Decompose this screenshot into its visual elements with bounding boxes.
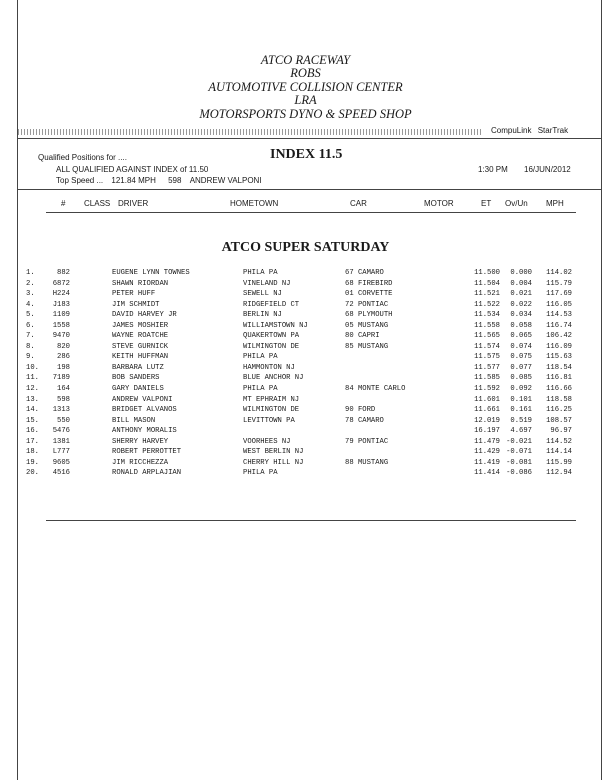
car-model: 78 CAMARO: [345, 416, 384, 425]
table-row: [0, 289, 611, 300]
col-ovun: Ov/Un: [505, 199, 528, 208]
time-date: [478, 165, 571, 174]
report-date: 16/JUN/2012: [524, 165, 571, 174]
speed-mph: 115.79: [546, 279, 572, 288]
vendor-credit: [491, 126, 572, 135]
driver-name: BOB SANDERS: [112, 374, 160, 383]
table-row: [0, 437, 611, 448]
hometown: WILLIAMSTOWN NJ: [243, 321, 308, 330]
hometown: MT EPHRAIM NJ: [243, 395, 300, 404]
hometown: PHILA PA: [243, 269, 278, 277]
over-under: 0.075: [510, 353, 532, 362]
table-row: [0, 426, 611, 437]
driver-name: BILL MASON: [112, 416, 156, 425]
speed-mph: 114.14: [546, 448, 572, 457]
car-number: H224: [52, 290, 70, 299]
car-model: 68 PLYMOUTH: [345, 311, 393, 320]
table-row: [0, 416, 611, 427]
table-row: [0, 310, 611, 321]
over-under: 0.022: [510, 300, 532, 309]
elapsed-time: 11.414: [474, 469, 500, 478]
car-number: 6872: [52, 279, 70, 288]
col-driver: DRIVER: [118, 199, 149, 208]
hometown: WILMINGTON DE: [243, 406, 300, 415]
car-number: 550: [57, 416, 70, 425]
over-under: 0.058: [510, 321, 532, 330]
table-row: [0, 342, 611, 353]
top-speed-label: Top Speed ...: [56, 176, 104, 185]
speed-mph: 117.69: [546, 290, 572, 299]
table-row: [0, 395, 611, 406]
over-under: 0.085: [510, 374, 532, 383]
col-motor: MOTOR: [424, 199, 454, 208]
position: 11.: [26, 374, 39, 383]
position: 8.: [26, 342, 35, 351]
hometown: RIDGEFIELD CT: [243, 300, 300, 309]
driver-name: KEITH HUFFMAN: [112, 353, 169, 362]
speed-mph: 116.09: [546, 342, 572, 351]
driver-name: RONALD ARPLAJIAN: [112, 469, 182, 478]
speed-mph: 114.53: [546, 311, 572, 320]
report-time: 1:30 PM: [478, 165, 508, 174]
speed-mph: 115.99: [546, 458, 572, 467]
rule-results-end: [46, 520, 576, 521]
car-number: 882: [57, 269, 70, 277]
hometown: VINELAND NJ: [243, 279, 291, 288]
table-row: [0, 268, 611, 279]
elapsed-time: 11.565: [474, 332, 500, 341]
speed-mph: 108.57: [546, 416, 572, 425]
table-row: [0, 279, 611, 290]
top-speed-value: 121.84 MPH: [111, 176, 156, 185]
driver-name: PETER HUFF: [112, 290, 156, 299]
position: 19.: [26, 458, 39, 467]
table-row: [0, 384, 611, 395]
header-line-sponsor-2: AUTOMOTIVE COLLISION CENTER: [208, 79, 403, 94]
over-under: 0.000: [510, 269, 532, 277]
car-number: 1381: [52, 437, 70, 446]
table-row: [0, 373, 611, 384]
elapsed-time: 11.574: [474, 342, 500, 351]
car-model: 79 PONTIAC: [345, 437, 389, 446]
header-line-track: ATCO RACEWAY: [260, 53, 351, 67]
over-under: 0.074: [510, 342, 532, 351]
position: 15.: [26, 416, 39, 425]
table-row: [0, 300, 611, 311]
rule-qual-bottom: [18, 189, 601, 190]
over-under: 0.101: [510, 395, 532, 404]
rule-top: [18, 138, 601, 139]
results-table: [0, 268, 611, 479]
col-car: CAR: [350, 199, 367, 208]
hometown: BLUE ANCHOR NJ: [243, 374, 304, 383]
driver-name: JIM SCHMIDT: [112, 300, 160, 309]
elapsed-time: 11.575: [474, 353, 500, 362]
car-model: 67 CAMARO: [345, 269, 384, 277]
speed-mph: 106.42: [546, 332, 572, 341]
position: 20.: [26, 469, 39, 478]
table-row: [0, 447, 611, 458]
elapsed-time: 11.479: [474, 437, 500, 446]
driver-name: ANTHONY MORALIS: [112, 427, 177, 436]
position: 17.: [26, 437, 39, 446]
hometown: VOORHEES NJ: [243, 437, 291, 446]
position: 5.: [26, 311, 35, 320]
elapsed-time: 16.197: [474, 427, 500, 436]
over-under: 0.021: [510, 290, 532, 299]
driver-name: GARY DANIELS: [112, 385, 164, 394]
hometown: PHILA PA: [243, 385, 278, 394]
over-under: 0.065: [510, 332, 532, 341]
elapsed-time: 11.534: [474, 311, 500, 320]
hometown: QUAKERTOWN PA: [243, 332, 300, 341]
position: 16.: [26, 427, 39, 436]
position: 3.: [26, 290, 35, 299]
over-under: -0.071: [506, 448, 532, 457]
speed-mph: 118.58: [546, 395, 572, 404]
driver-name: SHERRY HARVEY: [112, 437, 169, 446]
car-number: 598: [57, 395, 70, 404]
over-under: 0.034: [510, 311, 532, 320]
hometown: WEST BERLIN NJ: [243, 448, 304, 457]
car-number: 9470: [52, 332, 70, 341]
car-model: 68 FIREBIRD: [345, 279, 393, 288]
driver-name: BARBARA LUTZ: [112, 363, 164, 372]
position: 12.: [26, 385, 39, 394]
position: 1.: [26, 269, 35, 277]
elapsed-time: 11.558: [474, 321, 500, 330]
col-class: CLASS: [84, 199, 111, 208]
car-model: 01 CORVETTE: [345, 290, 393, 299]
header-line-sponsor-4: MOTORSPORTS DYNO & SPEED SHOP: [199, 106, 412, 121]
index-title: INDEX 11.5: [270, 147, 343, 162]
speed-mph: 116.74: [546, 321, 572, 330]
hometown: WILMINGTON DE: [243, 342, 300, 351]
car-model: 84 MONTE CARLO: [345, 385, 406, 394]
table-row: [0, 458, 611, 469]
hometown: SEWELL NJ: [243, 290, 282, 299]
vendor-compulink: CompuLink: [491, 126, 532, 135]
position: 10.: [26, 363, 39, 372]
position: 2.: [26, 279, 35, 288]
driver-name: JAMES MOSHIER: [112, 321, 169, 330]
driver-name: ROBERT PERROTTET: [112, 448, 182, 457]
hometown: PHILA PA: [243, 469, 278, 478]
car-number: 5476: [52, 427, 70, 436]
table-row: [0, 405, 611, 416]
speed-mph: 115.63: [546, 353, 572, 362]
speed-mph: 118.54: [546, 363, 572, 372]
hometown: HAMMONTON NJ: [243, 363, 295, 372]
over-under: 0.004: [510, 279, 532, 288]
car-model: 90 FORD: [345, 406, 376, 415]
elapsed-time: 11.522: [474, 300, 500, 309]
speed-mph: 116.05: [546, 300, 572, 309]
over-under: -0.086: [506, 469, 532, 478]
driver-name: EUGENE LYNN TOWNES: [112, 269, 190, 277]
car-number: 1313: [52, 406, 70, 415]
hometown: CHERRY HILL NJ: [243, 458, 304, 467]
speed-mph: 112.94: [546, 469, 572, 478]
car-model: 85 MUSTANG: [345, 342, 389, 351]
position: 7.: [26, 332, 35, 341]
sponsor-header: [0, 54, 611, 121]
car-number: 164: [57, 385, 70, 394]
car-model: 80 CAPRI: [345, 332, 380, 341]
position: 4.: [26, 300, 35, 309]
header-line-sponsor-3: LRA: [294, 93, 317, 108]
position: 6.: [26, 321, 35, 330]
position: 14.: [26, 406, 39, 415]
elapsed-time: 11.419: [474, 458, 500, 467]
car-model: 05 MUSTANG: [345, 321, 389, 330]
car-number: L777: [52, 448, 70, 457]
rule-columns: [46, 212, 576, 213]
driver-name: SHAWN RIORDAN: [112, 279, 169, 288]
car-number: 820: [57, 342, 70, 351]
elapsed-time: 11.661: [474, 406, 500, 415]
speed-mph: 114.02: [546, 269, 572, 277]
elapsed-time: 11.592: [474, 385, 500, 394]
elapsed-time: 11.585: [474, 374, 500, 383]
vendor-startrak: StarTrak: [537, 126, 569, 135]
position: 13.: [26, 395, 39, 404]
event-title: ATCO SUPER SATURDAY: [221, 240, 390, 255]
header-line-sponsor-1: ROBS: [290, 66, 321, 81]
elapsed-time: 11.577: [474, 363, 500, 372]
speed-mph: 116.81: [546, 374, 572, 383]
elapsed-time: 12.019: [474, 416, 500, 425]
speed-mph: 116.25: [546, 406, 572, 415]
speed-mph: 116.66: [546, 385, 572, 394]
top-speed-car: 598: [168, 176, 182, 185]
driver-name: JIM RICCHEZZA: [112, 458, 169, 467]
top-speed-driver: ANDREW VALPONI: [189, 176, 262, 185]
over-under: 4.697: [510, 427, 532, 436]
car-model: 72 PONTIAC: [345, 300, 389, 309]
speed-mph: 96.97: [550, 427, 572, 436]
dotted-separator: [18, 129, 483, 135]
elapsed-time: 11.521: [474, 290, 500, 299]
car-number: 198: [57, 363, 70, 372]
elapsed-time: 11.500: [474, 269, 500, 277]
qualified-positions-label: Qualified Positions for ....: [38, 153, 127, 162]
hometown: BERLIN NJ: [243, 311, 282, 320]
col-hometown: HOMETOWN: [230, 199, 279, 208]
car-number: 7189: [52, 374, 70, 383]
driver-name: STEVE GURNICK: [112, 342, 169, 351]
table-row: [0, 352, 611, 363]
elapsed-time: 11.429: [474, 448, 500, 457]
top-speed-line: [56, 176, 262, 185]
table-row: [0, 321, 611, 332]
position: 18.: [26, 448, 39, 457]
col-et: ET: [481, 199, 492, 208]
all-qualified-text: ALL QUALIFIED AGAINST INDEX of 11.50: [56, 165, 209, 174]
over-under: 0.519: [510, 416, 532, 425]
over-under: 0.161: [510, 406, 532, 415]
speed-mph: 114.52: [546, 437, 572, 446]
table-row: [0, 331, 611, 342]
driver-name: ANDREW VALPONI: [112, 395, 173, 404]
driver-name: WAYNE ROATCHE: [112, 332, 169, 341]
driver-name: BRIDGET ALVANOS: [112, 406, 177, 415]
hometown: PHILA PA: [243, 353, 278, 362]
car-model: 88 MUSTANG: [345, 458, 389, 467]
hometown: LEVITTOWN PA: [243, 416, 295, 425]
position: 9.: [26, 353, 35, 362]
car-number: 4516: [52, 469, 70, 478]
car-number: 9605: [52, 458, 70, 467]
car-number: 286: [57, 353, 70, 362]
over-under: 0.077: [510, 363, 532, 372]
over-under: -0.081: [506, 458, 532, 467]
driver-name: DAVID HARVEY JR: [112, 311, 177, 320]
over-under: 0.092: [510, 385, 532, 394]
col-num: #: [61, 199, 66, 208]
elapsed-time: 11.601: [474, 395, 500, 404]
col-mph: MPH: [546, 199, 564, 208]
elapsed-time: 11.504: [474, 279, 500, 288]
car-number: J183: [52, 300, 70, 309]
table-row: [0, 468, 611, 479]
car-number: 1109: [52, 311, 70, 320]
table-row: [0, 363, 611, 374]
car-number: 1558: [52, 321, 70, 330]
over-under: -0.021: [506, 437, 532, 446]
